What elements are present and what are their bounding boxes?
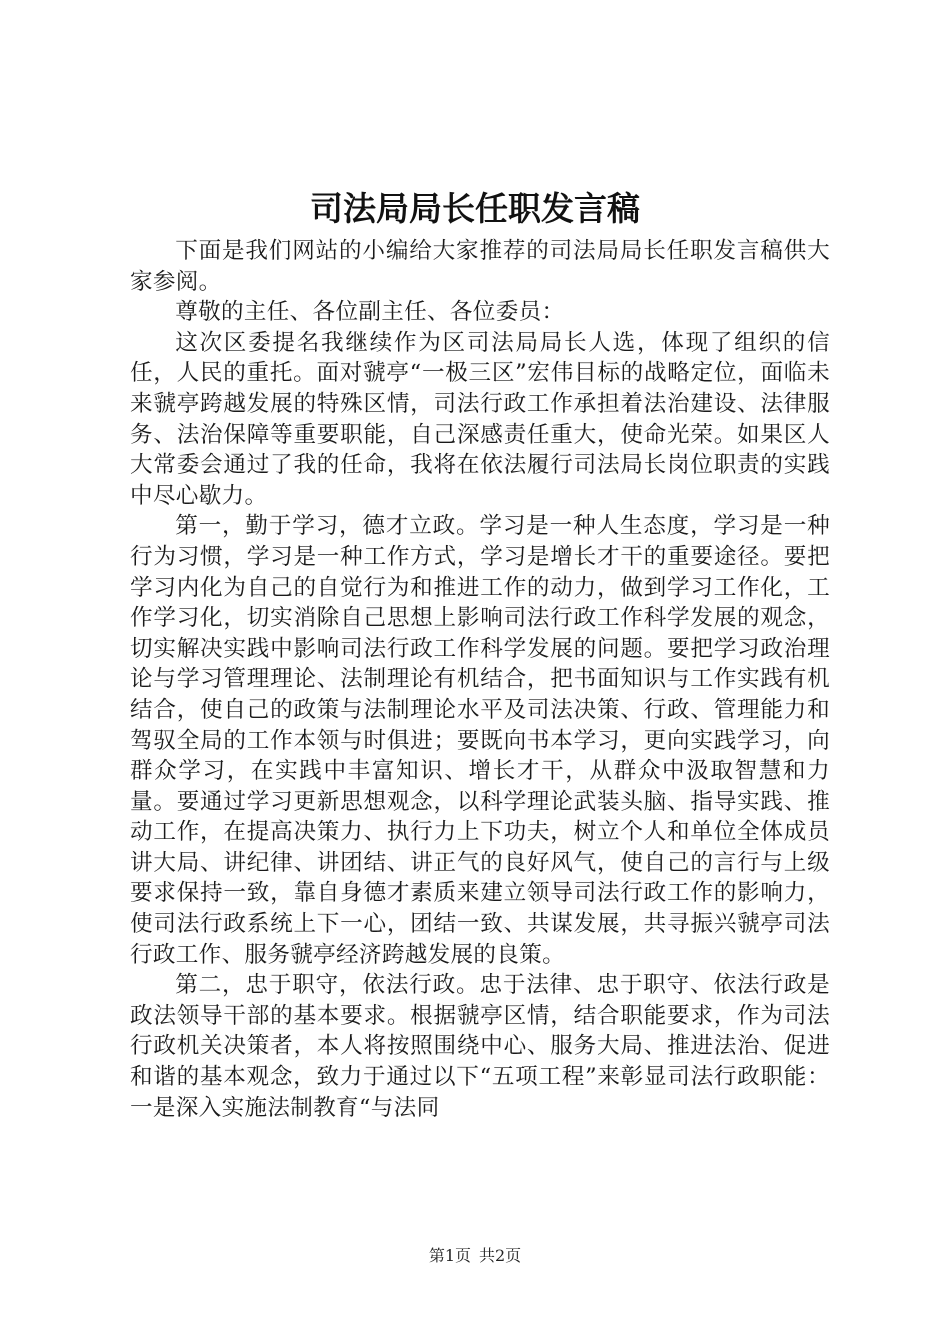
document-title: 司法局局长任职发言稿: [310, 189, 640, 228]
page-number: 第1页: [428, 1246, 471, 1265]
document-body: [130, 236, 830, 1123]
paragraph-intro: 下面是我们网站的小编给大家推荐的司法局局长任职发言稿供大家参阅。: [130, 238, 830, 295]
page-total: 共2页: [479, 1246, 522, 1265]
paragraph-second-point: 第二，忠于职守，依法行政。忠于法律、忠于职守、依法行政是政法领导干部的基本要求。根据虢亭区情，结合职能要求，作为司法行政机关决策者，本人将按照围绕中心、服务大局、推进法治、促进和谐的基本观念，致力于通过以下“五项工程”来彰显司法行政职能：一是深入实施法制教育“与法同: [130, 972, 830, 1121]
paragraph-salutation: 尊敬的主任、各位副主任、各位委员：: [175, 299, 565, 326]
paragraph-nomination: 这次区委提名我继续作为区司法局局长人选，体现了组织的信任，人民的重托。面对虢亭“一极三区”宏伟目标的战略定位，面临未来虢亭跨越发展的特殊区情，司法行政工作承担着法治建设、法律服务、法治保障等重要职能，自己深感责任重大，使命光荣。如果区人大常委会通过了我的任命，我将在依法履行司法局长岗位职责的实践中尽心歇力。: [130, 329, 830, 509]
paragraph-first-point: 第一，勤于学习，德才立政。学习是一种人生态度，学习是一种行为习惯，学习是一种工作方式，学习是增长才干的重要途径。要把学习内化为自己的自觉行为和推进工作的动力，做到学习工作化，工作学习化，切实消除自己思想上影响司法行政工作科学发展的观念，切实解决实践中影响司法行政工作科学发展的问题。要把学习政治理论与学习管理理论、法制理论有机结合，把书面知识与工作实践有机结合，使自己的政策与法制理论水平及司法决策、行政、管理能力和驾驭全局的工作本领与时俱进；要既向书本学习，更向实践学习，向群众学习，在实践中丰富知识、增长才干，从群众中汲取智慧和力量。要通过学习更新思想观念，以科学理论武装头脑、指导实践、推动工作，在提高决策力、执行力上下功夫，树立个人和单位全体成员讲大局、讲纪律、讲团结、讲正气的良好风气，使自己的言行与上级要求保持一致，靠自身德才素质来建立领导司法行政工作的影响力，使司法行政系统上下一心，团结一致、共谋发展，共寻振兴虢亭司法行政工作、服务虢亭经济跨越发展的良策。: [130, 513, 830, 968]
page-footer: [0, 1245, 950, 1267]
